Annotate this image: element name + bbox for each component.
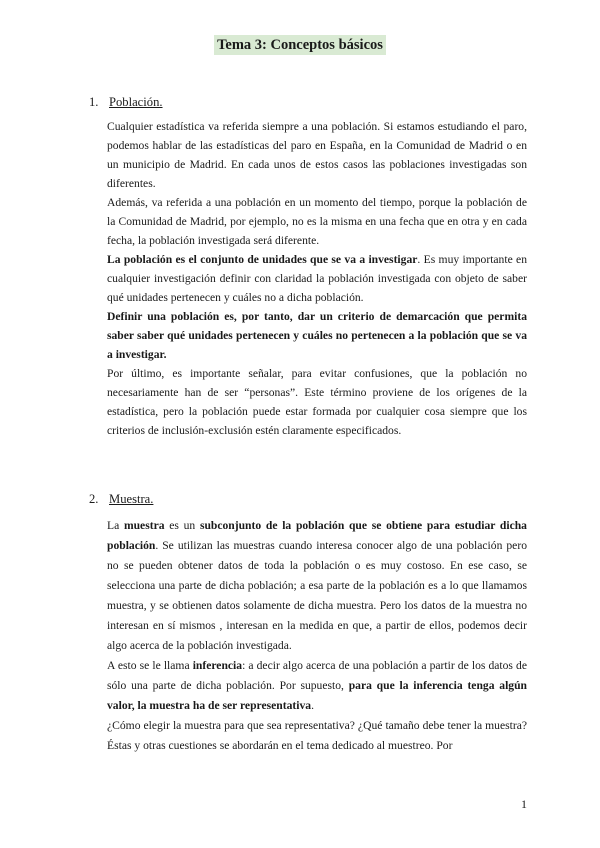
section-number: 2. [89, 492, 99, 506]
section-body-poblacion [107, 117, 527, 440]
text-run: La [107, 519, 124, 532]
text-run: Por último, es importante señalar, para evitar confusiones, que la población no necesariamente han de ser “personas”. Este término proviene de los orígenes de la estadística, pero la población puede estar formada por cualquier cosa siempre que los criterios de inclusión-exclusión estén claramente especificados. [107, 367, 527, 437]
text-run: Además, va referida a una población en un momento del tiempo, porque la población de la Comunidad de Madrid, por ejemplo, no es la misma en una fecha que en otra y en cada fecha, la población investigada será diferente. [107, 196, 527, 247]
paragraph [107, 117, 527, 193]
text-run: . Es muy importante en cualquier investigación definir con claridad la población investigada con objeto de saber qué unidades pertenecen y cuáles no a dicha población. [107, 253, 527, 304]
bold-text-run: muestra [123, 519, 165, 532]
section-heading-text: Población. [109, 95, 163, 109]
bold-text-run: subconjunto de la población que se obtiene para estudiar dicha población [107, 519, 527, 552]
paragraph [107, 250, 527, 307]
text-run: ¿Cómo elegir la muestra para que sea representativa? ¿Qué tamaño debe tener la muestra? Éstas y otras cuestiones se abordarán en el tema dedicado al muestreo. Por [107, 719, 527, 752]
section-body-muestra [107, 516, 527, 756]
bold-text-run: inferencia [192, 659, 243, 672]
bold-text-run: La población es el conjunto de unidades que se va a investigar [107, 253, 418, 266]
paragraph [107, 656, 527, 716]
title-wrap [0, 35, 600, 55]
paragraph [107, 364, 527, 440]
paragraph [107, 307, 527, 364]
section-heading-text: Muestra. [109, 492, 154, 506]
document-title: Tema 3: Conceptos básicos [214, 35, 386, 55]
text-run: A esto se le llama [107, 659, 193, 672]
text-run: : a decir algo acerca de una población a partir de los datos de sólo una parte de dicha población. Por supuesto, [107, 659, 527, 692]
bold-text-run: para que la inferencia tenga algún valor, la muestra ha de ser representativa [107, 679, 527, 712]
section-number: 1. [89, 95, 99, 109]
paragraph [107, 716, 527, 756]
section-heading-muestra [89, 491, 153, 507]
text-run: . [311, 699, 314, 712]
page-number: 1 [521, 797, 527, 811]
section-heading-poblacion [89, 94, 163, 110]
bold-text-run: Definir una población es, por tanto, dar un criterio de demarcación que permita saber saber qué unidades pertenecen y cuáles no pertenecen a la población que se va a investigar. [107, 310, 527, 361]
text-run: es un [164, 519, 200, 532]
paragraph [107, 193, 527, 250]
text-run: . Se utilizan las muestras cuando interesa conocer algo de una población pero no se pueden obtener datos de toda la población o es muy costoso. En ese caso, se selecciona una parte de dicha población; a esa parte de la población es a lo que llamamos muestra, y se obtienen datos solamente de dicha muestra. Pero los datos de la muestra no interesan en sí mismos , interesan en la medida en que, a partir de ellos, podemos decir algo acerca de la población investigada. [107, 539, 527, 652]
paragraph [107, 516, 527, 656]
text-run: Cualquier estadística va referida siempre a una población. Si estamos estudiando el paro, podemos hablar de las estadísticas del paro en España, en la Comunidad de Madrid o en un municipio de Madrid. En cada unos de estos casos las poblaciones investigadas son diferentes. [107, 120, 527, 190]
